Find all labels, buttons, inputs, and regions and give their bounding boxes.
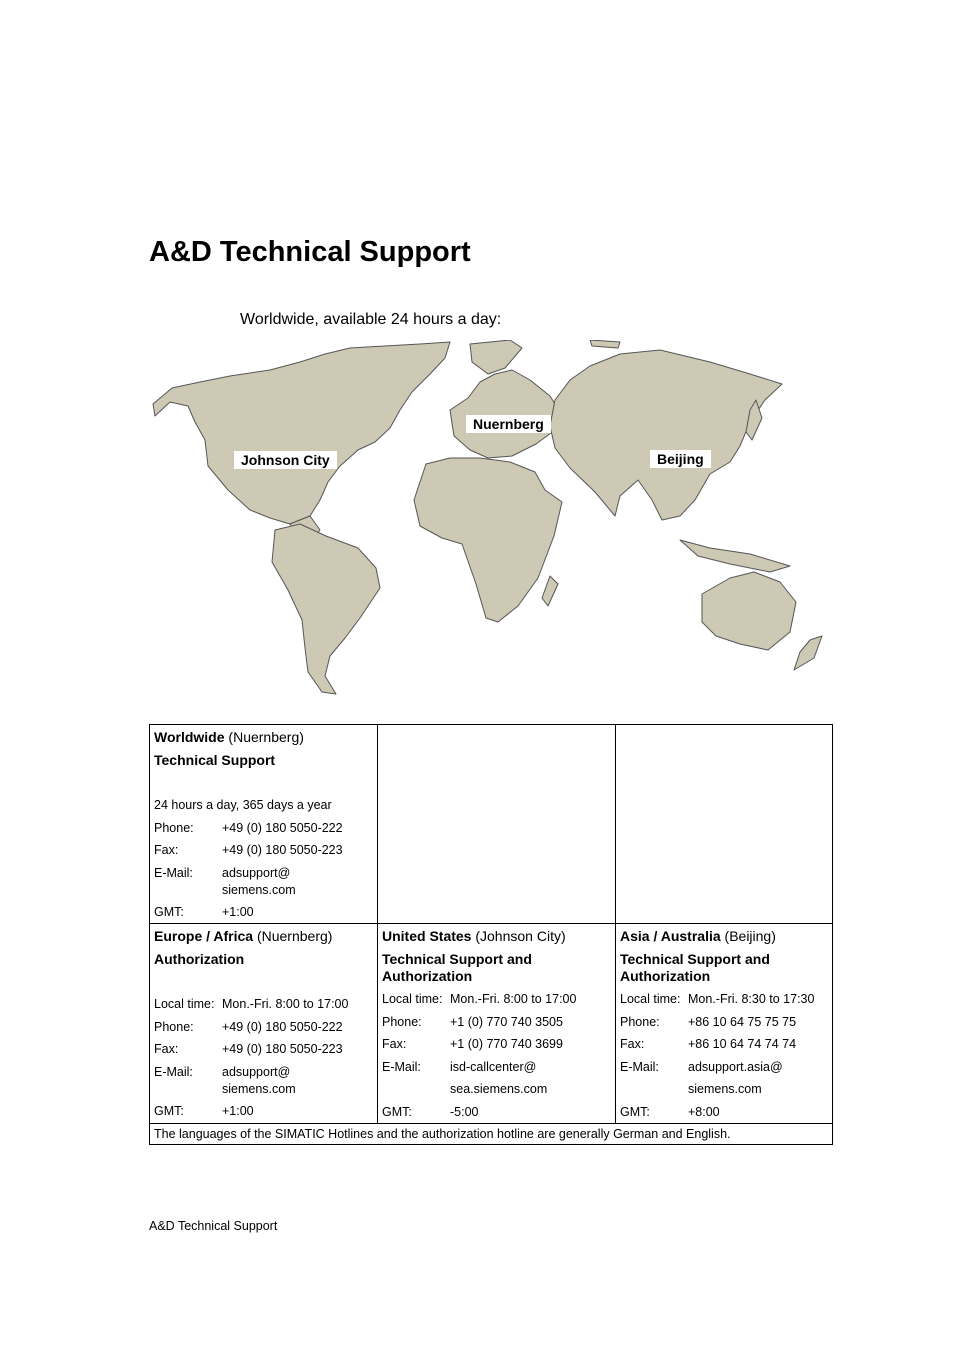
gmt-label: GMT:	[620, 1104, 650, 1119]
fax-value: +49 (0) 180 5050-223	[222, 843, 343, 857]
us-cell	[378, 924, 616, 1124]
madagascar-shape	[542, 576, 558, 606]
phone-label: Phone:	[154, 1019, 194, 1034]
phone-value: +86 10 64 75 75 75	[688, 1014, 797, 1029]
asia-shape	[550, 350, 782, 520]
email-label: E-Mail:	[154, 865, 193, 880]
hours-text: 24 hours a day, 365 days a year	[154, 798, 332, 812]
email-label: E-Mail:	[154, 1064, 193, 1079]
email-label-cont	[382, 1081, 450, 1098]
service-name: Technical Support	[154, 752, 276, 768]
gmt-label: GMT:	[382, 1104, 412, 1119]
region-name: Europe / Africa	[154, 928, 254, 944]
email-label: E-Mail:	[382, 1059, 421, 1074]
table-row	[150, 924, 833, 1124]
gmt-value: +1:00	[222, 905, 254, 919]
service-name: Technical Support and Authorization	[620, 951, 770, 984]
region-name: United States	[382, 928, 472, 944]
empty-cell	[616, 725, 833, 924]
europe-cell	[150, 924, 378, 1124]
asia-cell	[616, 924, 833, 1124]
phone-value: +49 (0) 180 5050-222	[222, 820, 343, 835]
phone-label: Phone:	[154, 820, 194, 835]
map-label-nuernberg: Nuernberg	[466, 415, 551, 433]
gmt-value: -5:00	[450, 1104, 479, 1119]
local-time-label: Local time:	[382, 992, 443, 1006]
fax-value: +1 (0) 770 740 3699	[450, 1037, 563, 1051]
local-time-label: Local time:	[154, 997, 215, 1011]
region-city: (Johnson City)	[475, 928, 566, 944]
region-name: Asia / Australia	[620, 928, 721, 944]
email-label: E-Mail:	[620, 1059, 659, 1074]
email-label-cont	[620, 1081, 688, 1098]
email-value[interactable]: adsupport@ siemens.com	[222, 1064, 296, 1096]
phone-value: +1 (0) 770 740 3505	[450, 1014, 563, 1029]
table-row	[150, 725, 833, 924]
page-subtitle: Worldwide, available 24 hours a day:	[240, 311, 502, 328]
region-city: (Nuernberg)	[256, 928, 333, 944]
gmt-label: GMT:	[154, 905, 184, 919]
greenland-shape	[470, 340, 522, 374]
local-time-value: Mon.-Fri. 8:30 to 17:30	[688, 992, 815, 1006]
africa-shape	[414, 458, 562, 622]
worldwide-cell	[150, 725, 378, 924]
email-value[interactable]: adsupport@ siemens.com	[222, 865, 296, 897]
australia-shape	[702, 572, 796, 650]
table-row	[150, 1123, 833, 1144]
phone-label: Phone:	[620, 1014, 660, 1029]
local-time-label: Local time:	[620, 992, 681, 1006]
empty-cell	[378, 725, 616, 924]
map-label-beijing: Beijing	[650, 450, 711, 468]
north-america-shape	[153, 342, 450, 524]
new-zealand-shape	[794, 636, 822, 670]
phone-value: +49 (0) 180 5050-222	[222, 1019, 343, 1034]
world-map	[150, 340, 830, 700]
email-value[interactable]: adsupport.asia@	[688, 1059, 783, 1074]
fax-label: Fax:	[154, 1042, 179, 1056]
indonesia-shape	[680, 540, 790, 572]
email-value-cont[interactable]: siemens.com	[688, 1082, 762, 1096]
phone-label: Phone:	[382, 1014, 422, 1029]
region-name: Worldwide	[154, 729, 225, 745]
support-contacts-table	[149, 724, 833, 1145]
service-name: Technical Support and Authorization	[382, 951, 532, 984]
gmt-value: +1:00	[222, 1104, 254, 1118]
email-value[interactable]: isd-callcenter@	[450, 1059, 537, 1074]
fax-label: Fax:	[154, 843, 179, 857]
gmt-label: GMT:	[154, 1104, 184, 1118]
email-value-cont[interactable]: sea.siemens.com	[450, 1082, 548, 1096]
page-title: A&D Technical Support	[149, 236, 471, 268]
service-name: Authorization	[154, 951, 245, 967]
fax-value: +49 (0) 180 5050-223	[222, 1042, 343, 1056]
language-note: The languages of the SIMATIC Hotlines and the authorization hotline are generally German and English.	[150, 1123, 833, 1144]
fax-label: Fax:	[620, 1037, 645, 1051]
gmt-value: +8:00	[688, 1104, 720, 1119]
page-footer: A&D Technical Support	[149, 1219, 278, 1233]
world-map-graphic	[150, 340, 830, 700]
fax-label: Fax:	[382, 1037, 407, 1051]
antarctic-islands-shape	[590, 340, 620, 348]
fax-value: +86 10 64 74 74 74	[688, 1037, 797, 1051]
local-time-value: Mon.-Fri. 8:00 to 17:00	[450, 992, 577, 1006]
map-label-johnson-city: Johnson City	[234, 451, 337, 469]
local-time-value: Mon.-Fri. 8:00 to 17:00	[222, 997, 349, 1011]
south-america-shape	[272, 524, 380, 694]
region-city: (Beijing)	[724, 928, 776, 944]
region-city: (Nuernberg)	[228, 729, 304, 745]
europe-shape	[450, 370, 560, 458]
